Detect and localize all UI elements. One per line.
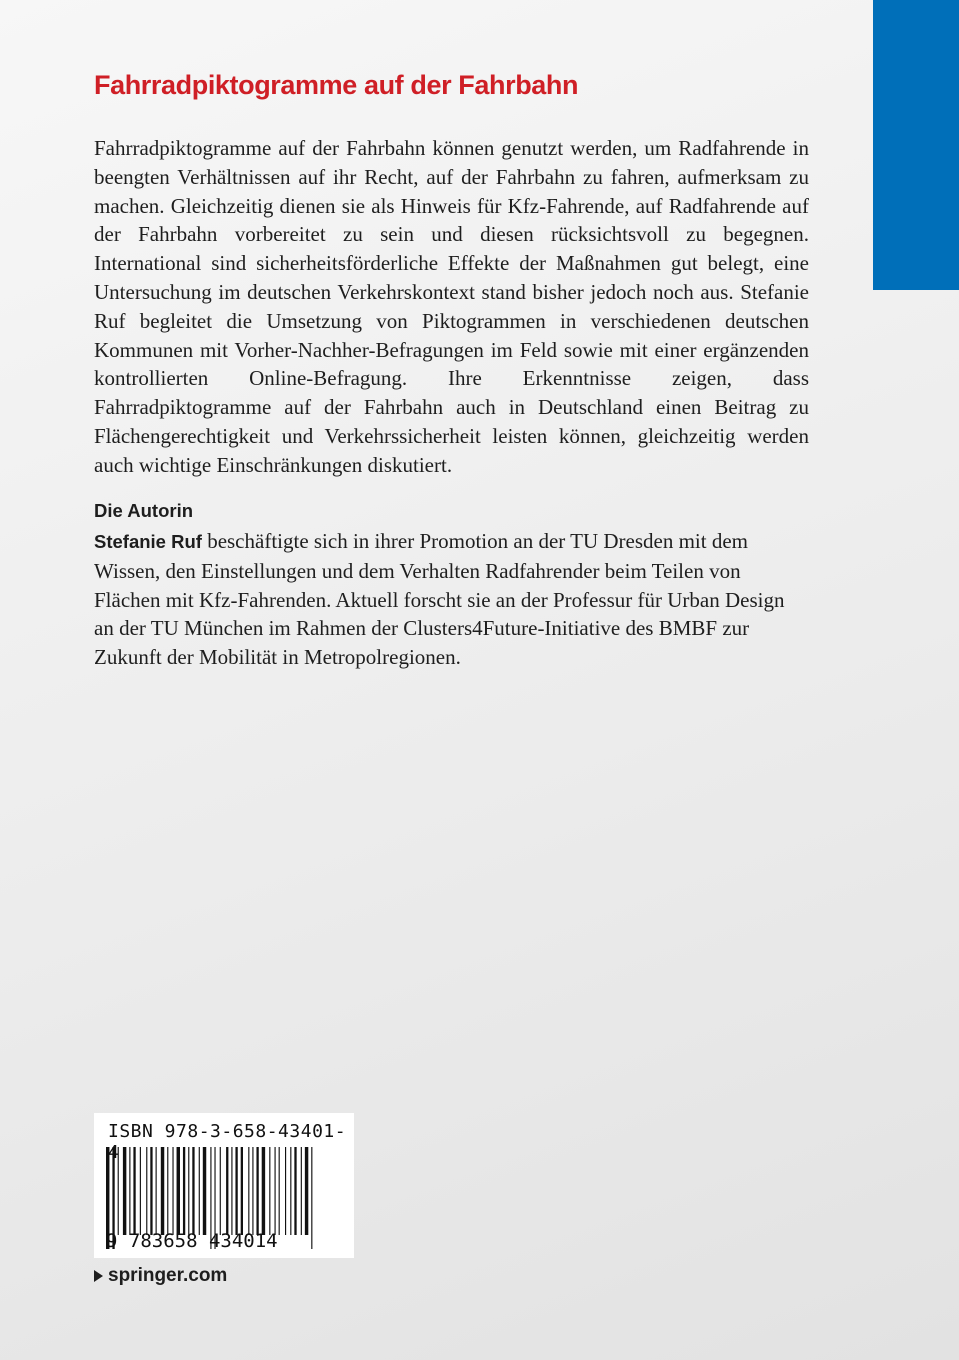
author-bio-text: beschäftigte sich in ihrer Promotion an der TU Dresden mit dem Wissen, den Einstellungen und dem Verhalten Radfahrender beim Teilen von Flächen mit Kfz-Fahrenden. Aktuell forscht sie an der Professur für Urban Design an der TU München im Rahmen der Clusters4Future-Initiative des BMBF zur Zukunft der Mobilität in Metropolregionen. <box>94 529 785 670</box>
barcode-bar <box>199 1147 200 1235</box>
barcode-digits: 9 783658 434014 <box>106 1230 278 1252</box>
barcode-bar <box>188 1147 189 1235</box>
barcode-bar <box>177 1147 180 1235</box>
barcode-bar <box>140 1147 141 1235</box>
triangle-right-icon <box>94 1270 103 1282</box>
barcode-bar <box>231 1147 232 1235</box>
barcode-bar <box>226 1147 228 1235</box>
barcode-bar <box>118 1147 119 1235</box>
isbn-label: ISBN 978-3-658-43401-4 <box>108 1121 347 1163</box>
barcode-bar <box>161 1147 164 1235</box>
barcode-bar <box>129 1147 130 1235</box>
barcode-bar <box>172 1147 173 1235</box>
barcode-bar <box>275 1147 276 1235</box>
barcode-bar <box>256 1147 258 1235</box>
author-name: Stefanie Ruf <box>94 531 202 552</box>
barcode-bar <box>285 1147 286 1235</box>
barcode-bar <box>252 1147 253 1235</box>
barcode-bar <box>290 1147 291 1235</box>
barcode-bar <box>248 1147 249 1235</box>
book-title: Fahrradpiktogramme auf der Fahrbahn <box>94 70 579 100</box>
barcode-bar <box>262 1147 265 1235</box>
barcode-bar <box>220 1147 221 1235</box>
barcode-bar <box>123 1147 126 1235</box>
barcode-bar <box>269 1147 270 1235</box>
brand-color-tab <box>873 0 959 290</box>
barcode-bar <box>311 1147 312 1249</box>
barcode-bar <box>192 1147 194 1235</box>
author-bio <box>94 527 809 672</box>
barcode-bar <box>150 1147 152 1235</box>
barcode-bar <box>241 1147 243 1235</box>
barcode-bar <box>203 1147 206 1235</box>
barcode-bar <box>305 1147 308 1235</box>
barcode-bar <box>235 1147 237 1235</box>
publisher-website[interactable] <box>94 1265 227 1287</box>
barcode-bar <box>183 1147 185 1235</box>
author-heading: Die Autorin <box>94 500 194 521</box>
barcode-bar <box>156 1147 157 1235</box>
book-abstract: Fahrradpiktogramme auf der Fahrbahn können genutzt werden, um Radfahrende in beengten Verhältnissen auf ihr Recht, auf der Fahrbahn zu fahren, aufmerksam zu machen. Gleichzeitig dienen sie als Hinweis für Kfz-Fahrende, auf Radfahrende auf der Fahrbahn vorbereitet zu sein und diesen rücksichtsvoll zu begegnen. International sind sicherheitsförderliche Effekte der Maßnahmen gut belegt, eine Untersuchung im deutschen Verkehrskontext stand bisher jedoch noch aus. Stefanie Ruf begleitet die Umsetzung von Piktogrammen in verschiedenen deutschen Kommunen mit Vorher-Nachher-Befragungen im Feld sowie mit einer ergänzenden kontrollierten Online-Befragung. Ihre Erkenntnisse zeigen, dass Fahrradpiktogramme auf der Fahrbahn auch in Deutschland einen Beitrag zu Flächengerechtigkeit und Verkehrssicherheit leisten können, gleichzeitig werden auch wichtige Einschränkungen diskutiert. <box>94 136 809 477</box>
barcode-bar <box>301 1147 302 1235</box>
barcode-bar <box>279 1147 280 1235</box>
barcode-bar <box>133 1147 135 1235</box>
publisher-website-label: springer.com <box>108 1265 228 1286</box>
barcode-bar <box>146 1147 147 1235</box>
barcode-bar <box>294 1147 296 1235</box>
isbn-barcode <box>94 1113 354 1258</box>
barcode-bar <box>167 1147 168 1235</box>
